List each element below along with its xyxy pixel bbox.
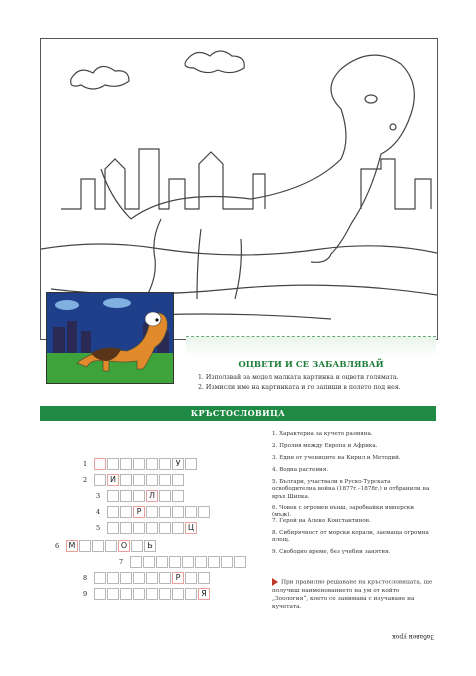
crossword-cell[interactable]: [172, 474, 184, 486]
crossword-cell[interactable]: [120, 490, 132, 502]
crossword-cell[interactable]: [146, 588, 158, 600]
clue-2: 2. Пролив между Европа и Африка.: [272, 443, 378, 449]
crossword-cell[interactable]: [172, 588, 184, 600]
crossword-cell[interactable]: [133, 522, 145, 534]
crossword-cell[interactable]: [159, 490, 171, 502]
clue-7: 7. Герой на Алеко Константинов.: [272, 518, 371, 524]
crossword-cell[interactable]: [79, 540, 91, 552]
crossword-cell[interactable]: [107, 522, 119, 534]
crossword-cell[interactable]: [107, 458, 119, 470]
crossword-cell[interactable]: [146, 458, 158, 470]
clue-5: 5. Българи, участвали в Руско-Турската освободителна война (1877г.–1878г.) и отбранили на връх Шипка.: [272, 479, 430, 500]
crossword-cell[interactable]: [172, 490, 184, 502]
crossword-cell[interactable]: Я: [198, 588, 210, 600]
row-number: 8: [83, 574, 88, 582]
crossword-cell[interactable]: [143, 556, 155, 568]
crossword-cell[interactable]: [133, 458, 145, 470]
crossword-cell[interactable]: [159, 458, 171, 470]
crossword-cell[interactable]: [94, 474, 106, 486]
crossword-cell[interactable]: [195, 556, 207, 568]
crossword-cell[interactable]: [198, 506, 210, 518]
crossword-cell[interactable]: [156, 556, 168, 568]
crossword-cell[interactable]: [133, 588, 145, 600]
page-label: Забавен урок: [392, 633, 435, 640]
crossword-cell[interactable]: [146, 506, 158, 518]
crossword-cell[interactable]: О: [118, 540, 130, 552]
crossword-cell[interactable]: [120, 522, 132, 534]
crossword-cell[interactable]: [185, 588, 197, 600]
crossword-cell[interactable]: У: [172, 458, 184, 470]
crossword-cell[interactable]: Р: [133, 506, 145, 518]
crossword-cell[interactable]: [208, 556, 220, 568]
instruction-1: 1. Използвай за модел малката картинка и оцвети голямата.: [198, 374, 399, 381]
crossword-cell[interactable]: [234, 556, 246, 568]
crossword-cell[interactable]: [92, 540, 104, 552]
crossword-cell[interactable]: [107, 588, 119, 600]
crossword-cell[interactable]: [172, 522, 184, 534]
crossword-cell[interactable]: [107, 506, 119, 518]
crossword-cell[interactable]: [94, 572, 106, 584]
crossword-cell[interactable]: [185, 506, 197, 518]
crossword-cell[interactable]: [120, 458, 132, 470]
crossword-cell[interactable]: Л: [146, 490, 158, 502]
row-number: 5: [96, 524, 101, 532]
crossword-cell[interactable]: [94, 458, 106, 470]
footnote-text: При правилно решаване на кръстословицата, ще получиш наименованието на ум от който „Зоология“, което се занимава с изучаване на кучетата.: [272, 579, 433, 610]
clue-1: 1. Характерна за кучето размяна.: [272, 431, 373, 437]
crossword-cell[interactable]: [185, 572, 197, 584]
crossword-cell[interactable]: [146, 522, 158, 534]
arrow-icon: [272, 578, 278, 586]
crossword-cell[interactable]: [131, 540, 143, 552]
row-number: 3: [96, 492, 101, 500]
crossword-cell[interactable]: [169, 556, 181, 568]
crossword-cell[interactable]: [146, 572, 158, 584]
crossword-cell[interactable]: [133, 474, 145, 486]
crossword-cell[interactable]: [198, 572, 210, 584]
instruction-2: 2. Измисли име на картинката и го запиши в полето под нея.: [198, 384, 401, 391]
crossword-cell[interactable]: [120, 588, 132, 600]
crossword-cell[interactable]: [159, 474, 171, 486]
crossword-cell[interactable]: [146, 474, 158, 486]
crossword-cell[interactable]: [133, 572, 145, 584]
row-number: 4: [96, 508, 101, 516]
coloring-title: ОЦВЕТИ И СЕ ЗАБАВЛЯВАЙ: [238, 360, 384, 370]
crossword-cell[interactable]: [133, 490, 145, 502]
crossword-cell[interactable]: [159, 572, 171, 584]
crossword-cell[interactable]: [107, 490, 119, 502]
row-number: 7: [119, 558, 124, 566]
crossword-cell[interactable]: [221, 556, 233, 568]
crossword-cell[interactable]: [120, 572, 132, 584]
crossword-cell[interactable]: [159, 522, 171, 534]
clue-9: 9. Свободно време, без учебни занятия.: [272, 549, 391, 555]
crossword-banner: КРЪСТОСЛОВИЦА: [40, 406, 436, 421]
crossword-cell[interactable]: М: [66, 540, 78, 552]
crossword-cell[interactable]: [159, 506, 171, 518]
crossword-cell[interactable]: И: [107, 474, 119, 486]
clue-4: 4. Водна растения.: [272, 467, 329, 473]
clue-8: 8. Сибирячност от морски корали, заемаща огромна площ.: [272, 530, 429, 544]
crossword-cell[interactable]: [130, 556, 142, 568]
crossword-cell[interactable]: Р: [172, 572, 184, 584]
crossword-cell[interactable]: [172, 506, 184, 518]
clue-6: 6. Човек с огромен външ, заробвайки имперски (мъж).: [272, 505, 415, 519]
crossword-cell[interactable]: [185, 458, 197, 470]
crossword-footnote: [272, 578, 436, 611]
crossword-cell[interactable]: [120, 474, 132, 486]
crossword-cell[interactable]: [120, 506, 132, 518]
crossword-cell[interactable]: [105, 540, 117, 552]
row-number: 2: [83, 476, 88, 484]
crossword-cell[interactable]: Ь: [144, 540, 156, 552]
crossword-cell[interactable]: [107, 572, 119, 584]
crossword-cell[interactable]: [159, 588, 171, 600]
row-number: 9: [83, 590, 88, 598]
crossword-cell[interactable]: [94, 588, 106, 600]
row-number: 1: [83, 460, 88, 468]
clue-3: 3. Един от учениците на Кирил и Методий.: [272, 455, 401, 461]
crossword-cell[interactable]: Ц: [185, 522, 197, 534]
crossword-cell[interactable]: [182, 556, 194, 568]
row-number: 6: [55, 542, 60, 550]
